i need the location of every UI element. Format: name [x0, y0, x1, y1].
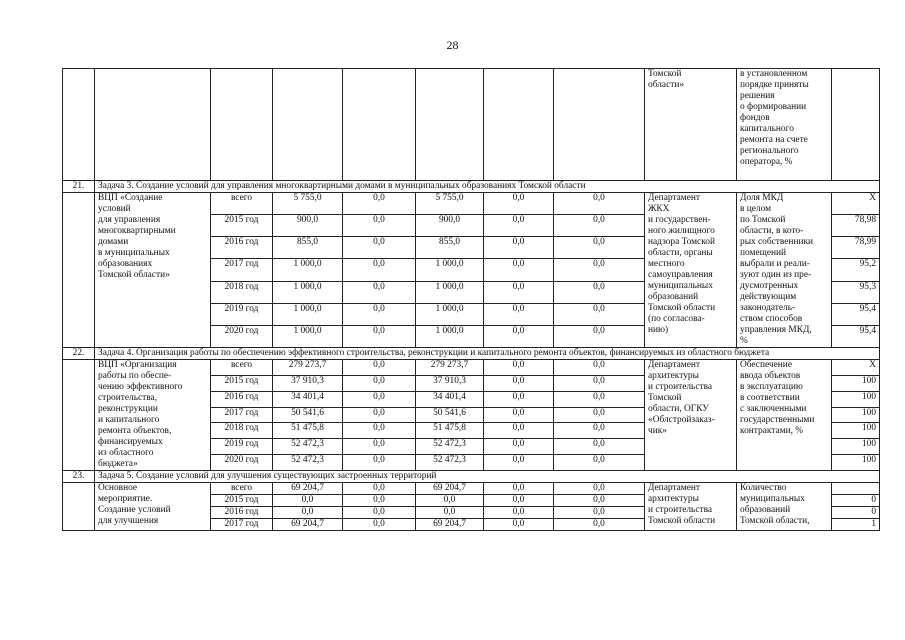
amount-cell: 855,0 — [273, 237, 343, 259]
page-number: 28 — [446, 38, 459, 52]
table-cell — [63, 69, 95, 181]
task-row — [63, 471, 880, 483]
responsible-dept-cell: Департамент архитектуры и строительства Томской области, ОГКУ «Облстройзаказ- чик» — [645, 360, 737, 471]
table-cell — [832, 69, 880, 181]
amount-cell: 0,0 — [273, 495, 343, 507]
table-row — [63, 483, 880, 495]
task-title: Задача 4. Организация работы по обеспечению эффективного строительства, реконструкции и капитального ремонта объектов, финансируемых из областного бюджета — [95, 348, 880, 360]
indicator-value-cell: 78,99 — [832, 237, 880, 259]
amount-cell: 0,0 — [484, 375, 554, 391]
indicator-value-cell: 100 — [832, 407, 880, 423]
amount-cell: 0,0 — [343, 193, 416, 215]
amount-cell: 0,0 — [343, 519, 416, 531]
year-cell: 2016 год — [211, 237, 273, 259]
program-name-cell: Основное мероприятие. Создание условий для улучшения — [95, 483, 211, 531]
year-cell: 2016 год — [211, 507, 273, 519]
amount-cell: 279 273,7 — [416, 360, 484, 376]
indicator-cell: Количество муниципальных образований Томской области, — [737, 483, 832, 531]
table-cell — [211, 69, 273, 181]
year-cell: 2018 год — [211, 281, 273, 303]
table-cell — [95, 69, 211, 181]
year-cell: 2020 год — [211, 455, 273, 471]
indicator-value-cell: 78,98 — [832, 215, 880, 237]
amount-cell: 0,0 — [416, 495, 484, 507]
amount-cell: 37 910,3 — [273, 375, 343, 391]
amount-cell: 5 755,0 — [273, 193, 343, 215]
table-body — [63, 69, 880, 531]
indicator-value-cell: 95,2 — [832, 259, 880, 281]
task-title: Задача 5. Создание условий для улучшения существующих застроенных территорий — [95, 471, 880, 483]
year-cell: 2015 год — [211, 375, 273, 391]
task-title: Задача 3. Создание условий для управления многоквартирными домами в муниципальных образованиях Томской области — [95, 181, 880, 193]
row-number: 21. — [63, 181, 95, 193]
amount-cell: 0,0 — [343, 237, 416, 259]
indicator-cell: в установленном порядке приняты решения о формировании фондов капитального ремонта на счете регионального оператора, % — [737, 69, 832, 181]
amount-cell: 52 472,3 — [273, 455, 343, 471]
amount-cell: 0,0 — [554, 519, 645, 531]
amount-cell: 0,0 — [554, 391, 645, 407]
year-cell: 2017 год — [211, 407, 273, 423]
amount-cell: 0,0 — [343, 495, 416, 507]
amount-cell: 0,0 — [484, 407, 554, 423]
amount-cell: 0,0 — [484, 360, 554, 376]
amount-cell: 0,0 — [484, 215, 554, 237]
amount-cell: 0,0 — [484, 325, 554, 347]
amount-cell: 0,0 — [554, 423, 645, 439]
amount-cell: 0,0 — [484, 281, 554, 303]
amount-cell: 1 000,0 — [273, 303, 343, 325]
program-table — [62, 68, 880, 531]
amount-cell: 0,0 — [343, 407, 416, 423]
amount-cell: 0,0 — [416, 507, 484, 519]
indicator-value-cell: 100 — [832, 455, 880, 471]
continuation-row — [63, 69, 880, 181]
year-cell: 2018 год — [211, 423, 273, 439]
table-cell — [273, 69, 343, 181]
indicator-value-cell: Х — [832, 193, 880, 215]
amount-cell: 0,0 — [484, 495, 554, 507]
amount-cell: 0,0 — [554, 360, 645, 376]
indicator-value-cell: 100 — [832, 423, 880, 439]
amount-cell: 69 204,7 — [273, 483, 343, 495]
indicator-value-cell: 1 — [832, 519, 880, 531]
amount-cell: 0,0 — [343, 360, 416, 376]
amount-cell: 0,0 — [343, 281, 416, 303]
amount-cell: 50 541,6 — [416, 407, 484, 423]
indicator-cell: Обеспечение ввода объектов в эксплуатацию в соответствии с заключенными государственными контрактами, % — [737, 360, 832, 471]
amount-cell: 1 000,0 — [273, 259, 343, 281]
amount-cell: 34 401,4 — [273, 391, 343, 407]
amount-cell: 0,0 — [484, 507, 554, 519]
indicator-value-cell: 95,3 — [832, 281, 880, 303]
amount-cell: 1 000,0 — [273, 281, 343, 303]
amount-cell: 0,0 — [484, 519, 554, 531]
amount-cell: 5 755,0 — [416, 193, 484, 215]
amount-cell: 0,0 — [273, 507, 343, 519]
indicator-value-cell: 0 — [832, 507, 880, 519]
indicator-value-cell: 100 — [832, 391, 880, 407]
amount-cell: 855,0 — [416, 237, 484, 259]
amount-cell: 0,0 — [484, 483, 554, 495]
indicator-value-cell: 95,4 — [832, 303, 880, 325]
table-cell — [63, 193, 95, 348]
amount-cell: 0,0 — [554, 507, 645, 519]
amount-cell: 0,0 — [343, 483, 416, 495]
table-cell — [416, 69, 484, 181]
amount-cell: 0,0 — [343, 391, 416, 407]
amount-cell: 0,0 — [554, 281, 645, 303]
year-cell: 2019 год — [211, 439, 273, 455]
year-cell: 2019 год — [211, 303, 273, 325]
responsible-dept-cell: Департамент архитектуры и строительства Томской области — [645, 483, 737, 531]
indicator-value-cell: 100 — [832, 439, 880, 455]
table-row — [63, 193, 880, 215]
year-cell: всего — [211, 360, 273, 376]
amount-cell: 1 000,0 — [416, 281, 484, 303]
amount-cell: 0,0 — [343, 215, 416, 237]
amount-cell: 0,0 — [554, 407, 645, 423]
row-number: 23. — [63, 471, 95, 483]
year-cell: 2016 год — [211, 391, 273, 407]
amount-cell: 0,0 — [484, 303, 554, 325]
amount-cell: 0,0 — [484, 423, 554, 439]
amount-cell: 52 472,3 — [273, 439, 343, 455]
table-cell — [343, 69, 416, 181]
amount-cell: 0,0 — [343, 325, 416, 347]
indicator-value-cell: Х — [832, 360, 880, 376]
amount-cell: 69 204,7 — [273, 519, 343, 531]
table-cell — [63, 483, 95, 531]
amount-cell: 0,0 — [484, 439, 554, 455]
indicator-cell: Доля МКД в целом по Томской области, в кото- рых собственники помещений выбрали и реали- зуют один из пре- дусмотренных действующим законодатель- ством способов управления МКД, % — [737, 193, 832, 348]
year-cell: всего — [211, 483, 273, 495]
table-cell — [554, 69, 645, 181]
table-cell — [63, 360, 95, 471]
amount-cell: 1 000,0 — [416, 259, 484, 281]
amount-cell: 0,0 — [343, 423, 416, 439]
amount-cell: 0,0 — [554, 193, 645, 215]
amount-cell: 0,0 — [554, 215, 645, 237]
amount-cell: 900,0 — [416, 215, 484, 237]
amount-cell: 900,0 — [273, 215, 343, 237]
indicator-value-cell: 95,4 — [832, 325, 880, 347]
program-name-cell: ВЦП «Создание условий для управления многоквартирными домами в муниципальных образованиях Томской области» — [95, 193, 211, 348]
amount-cell: 279 273,7 — [273, 360, 343, 376]
amount-cell: 0,0 — [554, 237, 645, 259]
amount-cell: 0,0 — [484, 259, 554, 281]
indicator-value-cell: 0 — [832, 495, 880, 507]
amount-cell: 0,0 — [343, 507, 416, 519]
task-row — [63, 181, 880, 193]
amount-cell: 51 475,8 — [416, 423, 484, 439]
year-cell: 2015 год — [211, 215, 273, 237]
amount-cell: 0,0 — [554, 303, 645, 325]
year-cell: всего — [211, 193, 273, 215]
amount-cell: 69 204,7 — [416, 519, 484, 531]
amount-cell: 34 401,4 — [416, 391, 484, 407]
amount-cell: 50 541,6 — [273, 407, 343, 423]
row-number: 22. — [63, 348, 95, 360]
amount-cell: 0,0 — [554, 439, 645, 455]
amount-cell: 0,0 — [554, 375, 645, 391]
amount-cell: 52 472,3 — [416, 455, 484, 471]
responsible-dept-cell: Департамент ЖКХ и государствен- ного жилищного надзора Томской области, органы местного самоуправления муниципальных образований Томской области (по согласова- нию) — [645, 193, 737, 348]
task-row — [63, 348, 880, 360]
responsible-dept-cell: Томской области» — [645, 69, 737, 181]
amount-cell: 1 000,0 — [273, 325, 343, 347]
amount-cell: 0,0 — [343, 375, 416, 391]
amount-cell: 0,0 — [554, 325, 645, 347]
amount-cell: 52 472,3 — [416, 439, 484, 455]
amount-cell: 0,0 — [343, 259, 416, 281]
amount-cell: 1 000,0 — [416, 325, 484, 347]
amount-cell: 0,0 — [484, 237, 554, 259]
program-name-cell: ВЦП «Организация работы по обеспе- чению эффективного строительства, реконструкции и капитального ремонта объектов, финансируемых из областного бюджета» — [95, 360, 211, 471]
amount-cell: 69 204,7 — [416, 483, 484, 495]
amount-cell: 0,0 — [343, 303, 416, 325]
amount-cell: 51 475,8 — [273, 423, 343, 439]
year-cell: 2017 год — [211, 259, 273, 281]
indicator-value-cell: 100 — [832, 375, 880, 391]
amount-cell: 0,0 — [484, 391, 554, 407]
amount-cell: 0,0 — [554, 259, 645, 281]
amount-cell: 0,0 — [554, 455, 645, 471]
year-cell: 2015 год — [211, 495, 273, 507]
amount-cell: 0,0 — [343, 455, 416, 471]
amount-cell: 0,0 — [484, 193, 554, 215]
amount-cell: 1 000,0 — [416, 303, 484, 325]
year-cell: 2020 год — [211, 325, 273, 347]
amount-cell: 0,0 — [554, 483, 645, 495]
amount-cell: 0,0 — [554, 495, 645, 507]
table-cell — [484, 69, 554, 181]
amount-cell: 37 910,3 — [416, 375, 484, 391]
amount-cell: 0,0 — [484, 455, 554, 471]
year-cell: 2017 год — [211, 519, 273, 531]
indicator-value-cell — [832, 483, 880, 495]
table-row — [63, 360, 880, 376]
amount-cell: 0,0 — [343, 439, 416, 455]
